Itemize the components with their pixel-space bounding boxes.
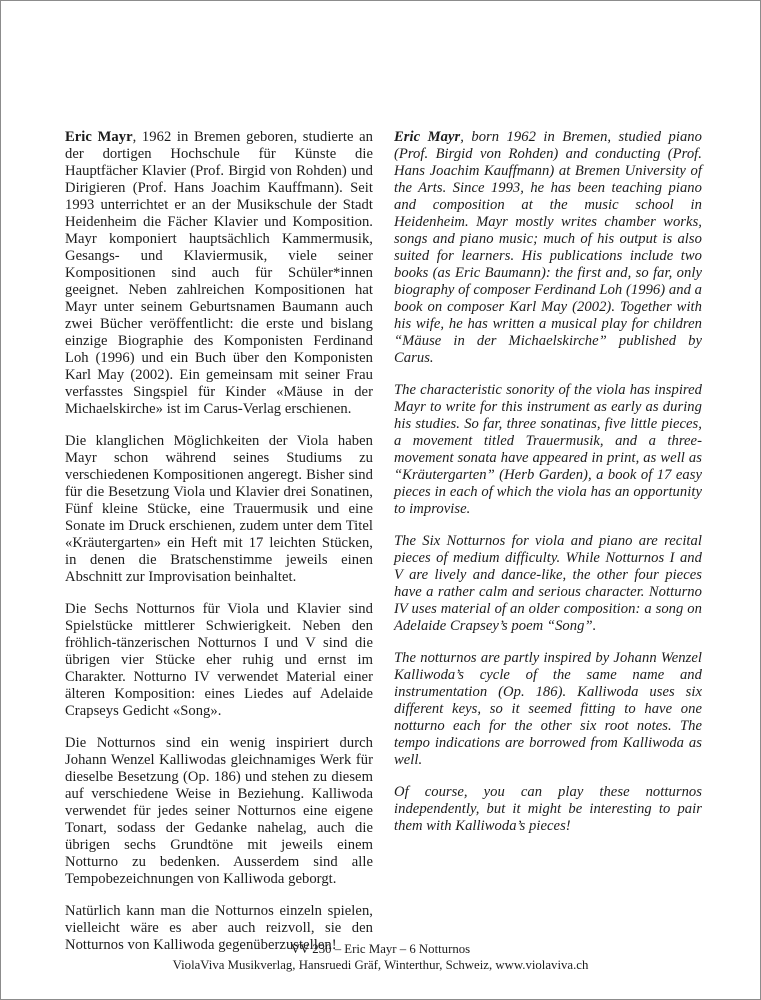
footer-catalog-line: VV 230 – Eric Mayr – 6 Notturnos — [290, 942, 471, 956]
footer-publisher-line: ViolaViva Musikverlag, Hansruedi Gräf, Winterthur, Schweiz, www.violaviva.ch — [172, 957, 589, 972]
german-paragraph-notturnos-character: Die Sechs Notturnos für Viola und Klavier sind Spielstücke mittlerer Schwierigkeit. Neben den fröhlich-tänzerischen Notturnos I und V sind die übrigen vier Stücke eher ruhig und ernst im Charakter. Notturno IV verwendet Material einer älteren Komposition: eines Liedes auf Adelaide Crapseys Gedicht «Song». — [65, 601, 373, 719]
english-paragraph-viola-works: The characteristic sonority of the viola has inspired Mayr to write for this instrument as early as during his studies. So far, three sonatinas, five little pieces, a movement titled Trauermusik, and a three-movement sonata have appeared in print, as well as “Kräutergarten” (Herb Garden), a book of 17 easy pieces in each of which the viola has an opportunity to improvise. — [394, 382, 702, 517]
german-paragraph-kalliwoda-inspiration: Die Notturnos sind ein wenig inspiriert durch Johann Wenzel Kalliwodas gleichnamiges Werk für dieselbe Besetzung (Op. 186) und stehen zu diesem auf verschiedene Weise in Beziehung. Kalliwoda verwendet für jedes seiner Notturnos eine eigene Tonart, sodass der Gedanke nahelag, auch die übrigen sechs Grundtöne mit jeweils einem Notturno zu bedenken. Ausserdem sind alle Tempobezeichnungen von Kalliwoda geborgt. — [65, 735, 373, 887]
paragraph-text: , 1962 in Bremen geboren, studierte an der dortigen Hochschule für Künste die Hauptfächer Klavier (Prof. Birgid von Rohden) und Dirigieren (Prof. Hans Joachim Kauffmann). Seit 1993 unterrichtet er an der Musikschule der Stadt Heidenheim die Fächer Klavier und Komposition. Mayr komponiert hauptsächlich Kammermusik, Gesangs- und Klaviermusik, viele seiner Kompositionen sind auch für Schüler*innen geeignet. Neben zahlreichen Kompositionen hat Mayr unter seinem Geburtsnamen Baumann auch zwei Bücher veröffentlicht: die erste und bislang einzige Biographie des Komponisten Ferdinand Loh (1996) und ein Buch über den Komponisten Karl May (2002). Ein gemeinsam mit seiner Frau verfasstes Singspiel für Kinder «Mäuse in der Michaelskirche» ist im Carus-Verlag erschienen. — [65, 129, 373, 417]
paragraph-text: , born 1962 in Bremen, studied piano (Prof. Birgid von Rohden) and conducting (Prof. Hans Joachim Kauffmann) at Bremen University of the Arts. Since 1993, he has been teaching piano and composition at the music school in Heidenheim. Mayr mostly writes chamber works, songs and piano music; much of his output is also suited for learners. His publications include two books (as Eric Baumann): the first and, so far, only biography of composer Ferdinand Loh (1996) and a book on composer Karl May (2002). Together with his wife, he has written a musical play for children “Mäuse in der Michaelskirche” published by Carus. — [394, 129, 702, 366]
german-paragraph-biography — [65, 129, 373, 418]
english-paragraph-kalliwoda-inspiration: The notturnos are partly inspired by Johann Wenzel Kalliwoda’s cycle of the same name and instrumentation (Op. 186). Kalliwoda uses six different keys, so it seemed fitting to have one notturno each for the other six root notes. The tempo indications are borrowed from Kalliwoda as well. — [394, 650, 702, 768]
german-paragraph-viola-works: Die klanglichen Möglichkeiten der Viola haben Mayr schon während seines Studiums zu verschiedenen Kompositionen angeregt. Bisher sind für die Besetzung Viola und Klavier drei Sonatinen, Fünf kleine Stücke, eine Trauermusik und eine Sonate im Druck erschienen, zudem unter dem Titel «Kräutergarten» ein Heft mit 17 leichten Stücken, in denen die Bratschenstimme jeweils einen Abschnitt zur Improvisation beinhaltet. — [65, 433, 373, 585]
composer-name-bold: Eric Mayr — [65, 129, 133, 145]
english-paragraph-notturnos-character: The Six Notturnos for viola and piano are recital pieces of medium difficulty. While Notturnos I and V are lively and dance-like, the other four pieces have a rather calm and serious character. Notturno IV uses material of an older composition: a song on Adelaide Crapsey’s poem “Song”. — [394, 533, 702, 634]
english-paragraph-biography — [394, 129, 702, 367]
page-footer — [1, 942, 760, 973]
english-text-column — [394, 129, 702, 954]
english-paragraph-closing: Of course, you can play these notturnos independently, but it might be interesting to pair them with Kalliwoda’s pieces! — [394, 784, 702, 834]
german-text-column — [65, 129, 373, 954]
german-paragraph-closing: Natürlich kann man die Notturnos einzeln spielen, vielleicht wäre es aber auch reizvoll, sie den Notturnos von Kalliwoda gegenüberzustellen! — [65, 903, 373, 953]
composer-name-bold: Eric Mayr — [394, 129, 461, 145]
two-column-text-block — [65, 129, 702, 954]
